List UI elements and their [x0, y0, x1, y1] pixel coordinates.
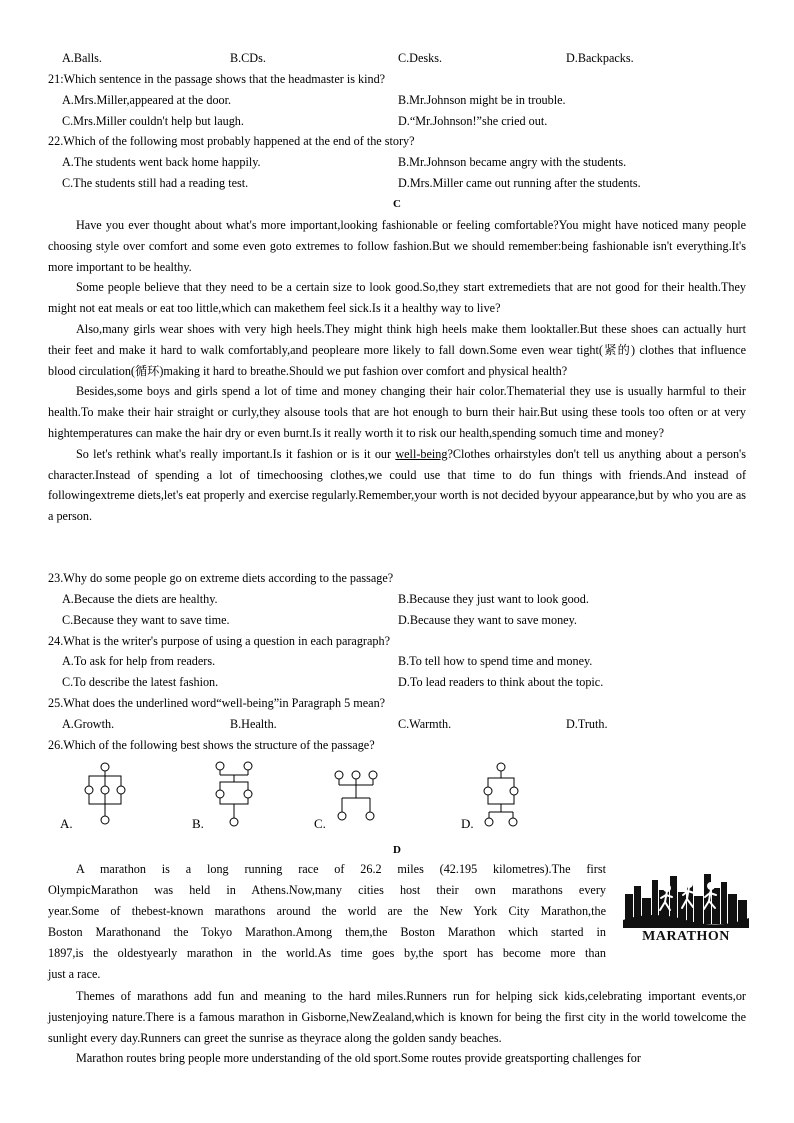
underlined-word-well-being: well-being: [395, 446, 448, 461]
q21-option-a: A.Mrs.Miller,appeared at the door.: [62, 93, 232, 107]
structure-diagram-b: [210, 758, 260, 830]
section-d-p1-line-2: OlympicMarathon was held in Athens.Now,many cities host their own marathons every: [48, 883, 606, 897]
diagram-a-svg: [80, 760, 130, 830]
diagram-d-label: D.: [461, 816, 474, 831]
q23-option-a: A.Because the diets are healthy.: [62, 592, 218, 606]
q22-option-b: B.Mr.Johnson became angry with the students.: [398, 155, 627, 169]
q22-option-a: A.The students went back home happily.: [62, 155, 261, 169]
structure-diagram-a: [80, 760, 130, 830]
q21-stem: 21:Which sentence in the passage shows that the headmaster is kind?: [48, 72, 386, 86]
q24-option-b: B.To tell how to spend time and money.: [398, 654, 593, 668]
section-d-paragraph-2: Themes of marathons add fun and meaning to the hard miles.Runners run for helping sick kids,celebrating important events,or justenjoying nature.There is a famous marathon in Gisborne,NewZealand,which is known for being the first city in the world towelcome the sunlight every day.Runners can greet the sunrise as theyrace along the golden sandy beaches.: [48, 989, 746, 1045]
section-d-p1-line-3: year.Some of thebest-known marathons around the world are the New York City Marathon,the: [48, 904, 606, 918]
diagram-d-svg: [480, 760, 522, 828]
q26-stem: 26.Which of the following best shows the structure of the passage?: [48, 738, 375, 752]
section-c-paragraph-1: Have you ever thought about what's more important,looking fashionable or feeling comfortable?You might have noticed many people choosing style over comfort and some even goto extremes to follow fashion.But we should remember:being fashionable isn't everything.It's more important to be healthy.: [48, 218, 746, 274]
p5-text-after: ?Clothes orhairstyles don't tell us anything about a person's character.Instead of spending a lot of timechoosing clothes,we could use that time to do fun things with friends.And instead of followingextreme diets,let's eat properly and exercise regularly.Remember,your worth is not decided byyour appearance,but by who you are as a person.: [48, 446, 746, 524]
diagram-b-label: B.: [192, 816, 204, 831]
q24-option-d: D.To lead readers to think about the topic.: [398, 675, 604, 689]
q22-option-d: D.Mrs.Miller came out running after the students.: [398, 176, 641, 190]
section-d-p1-line-6: just a race.: [48, 967, 101, 981]
q24-option-a: A.To ask for help from readers.: [62, 654, 216, 668]
q23-option-c: C.Because they want to save time.: [62, 613, 230, 627]
diagram-c-label: C.: [314, 816, 326, 831]
diagram-a-label: A.: [60, 816, 73, 831]
q20-option-b: B.CDs.: [230, 51, 266, 65]
section-d-title: D: [393, 844, 401, 856]
q22-option-c: C.The students still had a reading test.: [62, 176, 249, 190]
section-c-paragraph-2: Some people believe that they need to be a certain size to look good.So,they start extremediets that are not good for their health.They might not eat meals or eat too little,which can makethem feel sick.Is it a healthy way to live?: [48, 280, 746, 316]
q25-stem: 25.What does the underlined word“well-being”in Paragraph 5 mean?: [48, 696, 386, 710]
q25-option-a: A.Growth.: [62, 717, 115, 731]
q25-option-b: B.Health.: [230, 717, 277, 731]
p5-text-before: So let's rethink what's really important.Is it fashion or is it our: [76, 446, 396, 461]
q23-stem: 23.Why do some people go on extreme diets according to the passage?: [48, 571, 394, 585]
section-c-paragraph-3: Also,many girls wear shoes with very high heels.They might think high heels make them looktaller.But these shoes can actually hurt their feet and make it hard to walk comfortably,and peopleare more likely to fall down.Some even wear tight(紧的) clothes that influence blood circulation(循环)making it hard to breathe.Should we put fashion over comfort and physical health?: [48, 321, 746, 378]
section-d-passage-continued: [48, 986, 746, 1069]
structure-diagram-c: [330, 768, 382, 826]
q20-option-c: C.Desks.: [398, 51, 443, 65]
q21-option-b: B.Mr.Johnson might be in trouble.: [398, 93, 566, 107]
section-c-paragraph-5: [48, 444, 746, 527]
section-d-paragraph-3: Marathon routes bring people more understanding of the old sport.Some routes provide greatsporting challenges for: [76, 1051, 641, 1066]
q23-option-b: B.Because they just want to look good.: [398, 592, 589, 606]
q21-option-c: C.Mrs.Miller couldn't help but laugh.: [62, 114, 244, 128]
section-c-passage: [48, 215, 746, 527]
marathon-logo: [623, 870, 749, 944]
marathon-logo-text: MARATHON: [642, 929, 730, 944]
q23-option-d: D.Because they want to save money.: [398, 613, 577, 627]
structure-diagram-d: [480, 760, 522, 828]
q25-option-c: C.Warmth.: [398, 717, 452, 731]
section-d-p1-line-4: Boston Marathonand the Tokyo Marathon.Among them,the Boston Marathon which started in: [48, 925, 606, 939]
q20-option-d: D.Backpacks.: [566, 51, 634, 65]
q22-stem: 22.Which of the following most probably happened at the end of the story?: [48, 134, 415, 148]
section-c-paragraph-4: Besides,some boys and girls spend a lot of time and money changing their hair color.Thematerial they use is usually harmful to their health.To make their hair straight or curly,they alsouse tools that are hot enough to burn their hair.But using these tools too often or at very hightemperatures can make the hair dry or even burnt.Is it really worth it to risk our health,spending somuch time and money?: [48, 384, 746, 440]
q24-option-c: C.To describe the latest fashion.: [62, 675, 219, 689]
q24-stem: 24.What is the writer's purpose of using a question in each paragraph?: [48, 634, 390, 648]
q21-option-d: D.“Mr.Johnson!”she cried out.: [398, 114, 548, 128]
diagram-b-svg: [210, 758, 260, 830]
section-d-p1-line-1: A marathon is a long running race of 26.2 miles (42.195 kilometres).The first: [76, 862, 606, 876]
section-d-p1-line-5: 1897,is the oldestyearly marathon in the world.As time goes by,the sport has become more than: [48, 946, 606, 960]
q25-option-d: D.Truth.: [566, 717, 608, 731]
section-c-title: C: [393, 198, 401, 210]
diagram-c-svg: [330, 768, 382, 826]
q20-option-a: A.Balls.: [62, 51, 102, 65]
marathon-logo-svg: [623, 870, 749, 944]
